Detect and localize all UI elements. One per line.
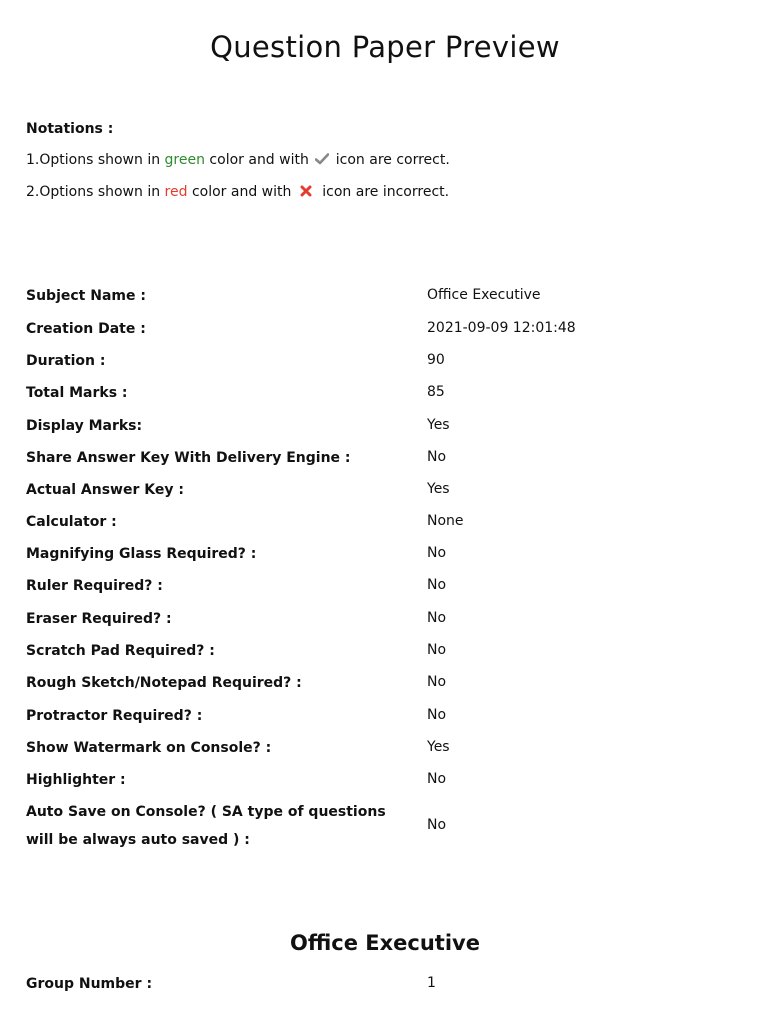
cross-icon bbox=[300, 185, 312, 197]
detail-label: Display Marks: bbox=[26, 418, 143, 434]
detail-label: Actual Answer Key : bbox=[26, 482, 184, 498]
detail-value: Yes bbox=[427, 739, 450, 755]
detail-label: Subject Name : bbox=[26, 288, 146, 304]
detail-label: Scratch Pad Required? : bbox=[26, 643, 215, 659]
group-number-label: Group Number : bbox=[26, 976, 153, 992]
detail-value: No bbox=[427, 674, 447, 690]
detail-value: No bbox=[427, 545, 447, 561]
detail-value: No bbox=[427, 610, 447, 626]
check-icon bbox=[315, 153, 329, 165]
group-number-value: 1 bbox=[427, 975, 436, 991]
detail-value: No bbox=[427, 449, 447, 465]
detail-value: 90 bbox=[427, 352, 445, 368]
notation-incorrect-suffix: icon are incorrect. bbox=[317, 184, 450, 200]
notation-incorrect-color-word: red bbox=[164, 184, 188, 200]
detail-value: Yes bbox=[427, 481, 450, 497]
detail-value: 85 bbox=[427, 384, 445, 400]
notation-incorrect-prefix: 2.Options shown in bbox=[26, 184, 165, 200]
detail-label: Duration : bbox=[26, 353, 106, 369]
detail-label: Total Marks : bbox=[26, 385, 128, 401]
page-title: Question Paper Preview bbox=[210, 30, 560, 64]
notation-incorrect-middle: color and with bbox=[187, 184, 296, 200]
detail-label: Eraser Required? : bbox=[26, 611, 172, 627]
detail-value: Yes bbox=[427, 417, 450, 433]
detail-value: No bbox=[427, 642, 447, 658]
detail-label: Highlighter : bbox=[26, 772, 126, 788]
notation-correct-suffix: icon are correct. bbox=[331, 152, 450, 168]
detail-label: Protractor Required? : bbox=[26, 708, 203, 724]
detail-label: Show Watermark on Console? : bbox=[26, 740, 272, 756]
section-title: Office Executive bbox=[290, 931, 480, 955]
detail-label: Calculator : bbox=[26, 514, 117, 530]
detail-label: Ruler Required? : bbox=[26, 578, 163, 594]
detail-label: Auto Save on Console? ( SA type of questions will be always auto saved ) : bbox=[26, 804, 386, 848]
notation-incorrect bbox=[26, 184, 449, 200]
notation-correct bbox=[26, 152, 450, 168]
detail-value: None bbox=[427, 513, 464, 529]
detail-value: No bbox=[427, 577, 447, 593]
notation-correct-middle: color and with bbox=[204, 152, 314, 168]
detail-value: 2021-09-09 12:01:48 bbox=[427, 320, 576, 336]
notation-correct-color-word: green bbox=[164, 152, 205, 168]
detail-value: No bbox=[427, 771, 447, 787]
notation-correct-prefix: 1.Options shown in bbox=[26, 152, 165, 168]
detail-value: No bbox=[427, 817, 447, 833]
detail-label: Share Answer Key With Delivery Engine : bbox=[26, 450, 351, 466]
detail-value: Office Executive bbox=[427, 287, 541, 303]
detail-label: Magnifying Glass Required? : bbox=[26, 546, 257, 562]
detail-label: Creation Date : bbox=[26, 321, 146, 337]
detail-value: No bbox=[427, 707, 447, 723]
detail-label: Rough Sketch/Notepad Required? : bbox=[26, 675, 302, 691]
notations-heading: Notations : bbox=[26, 121, 114, 137]
